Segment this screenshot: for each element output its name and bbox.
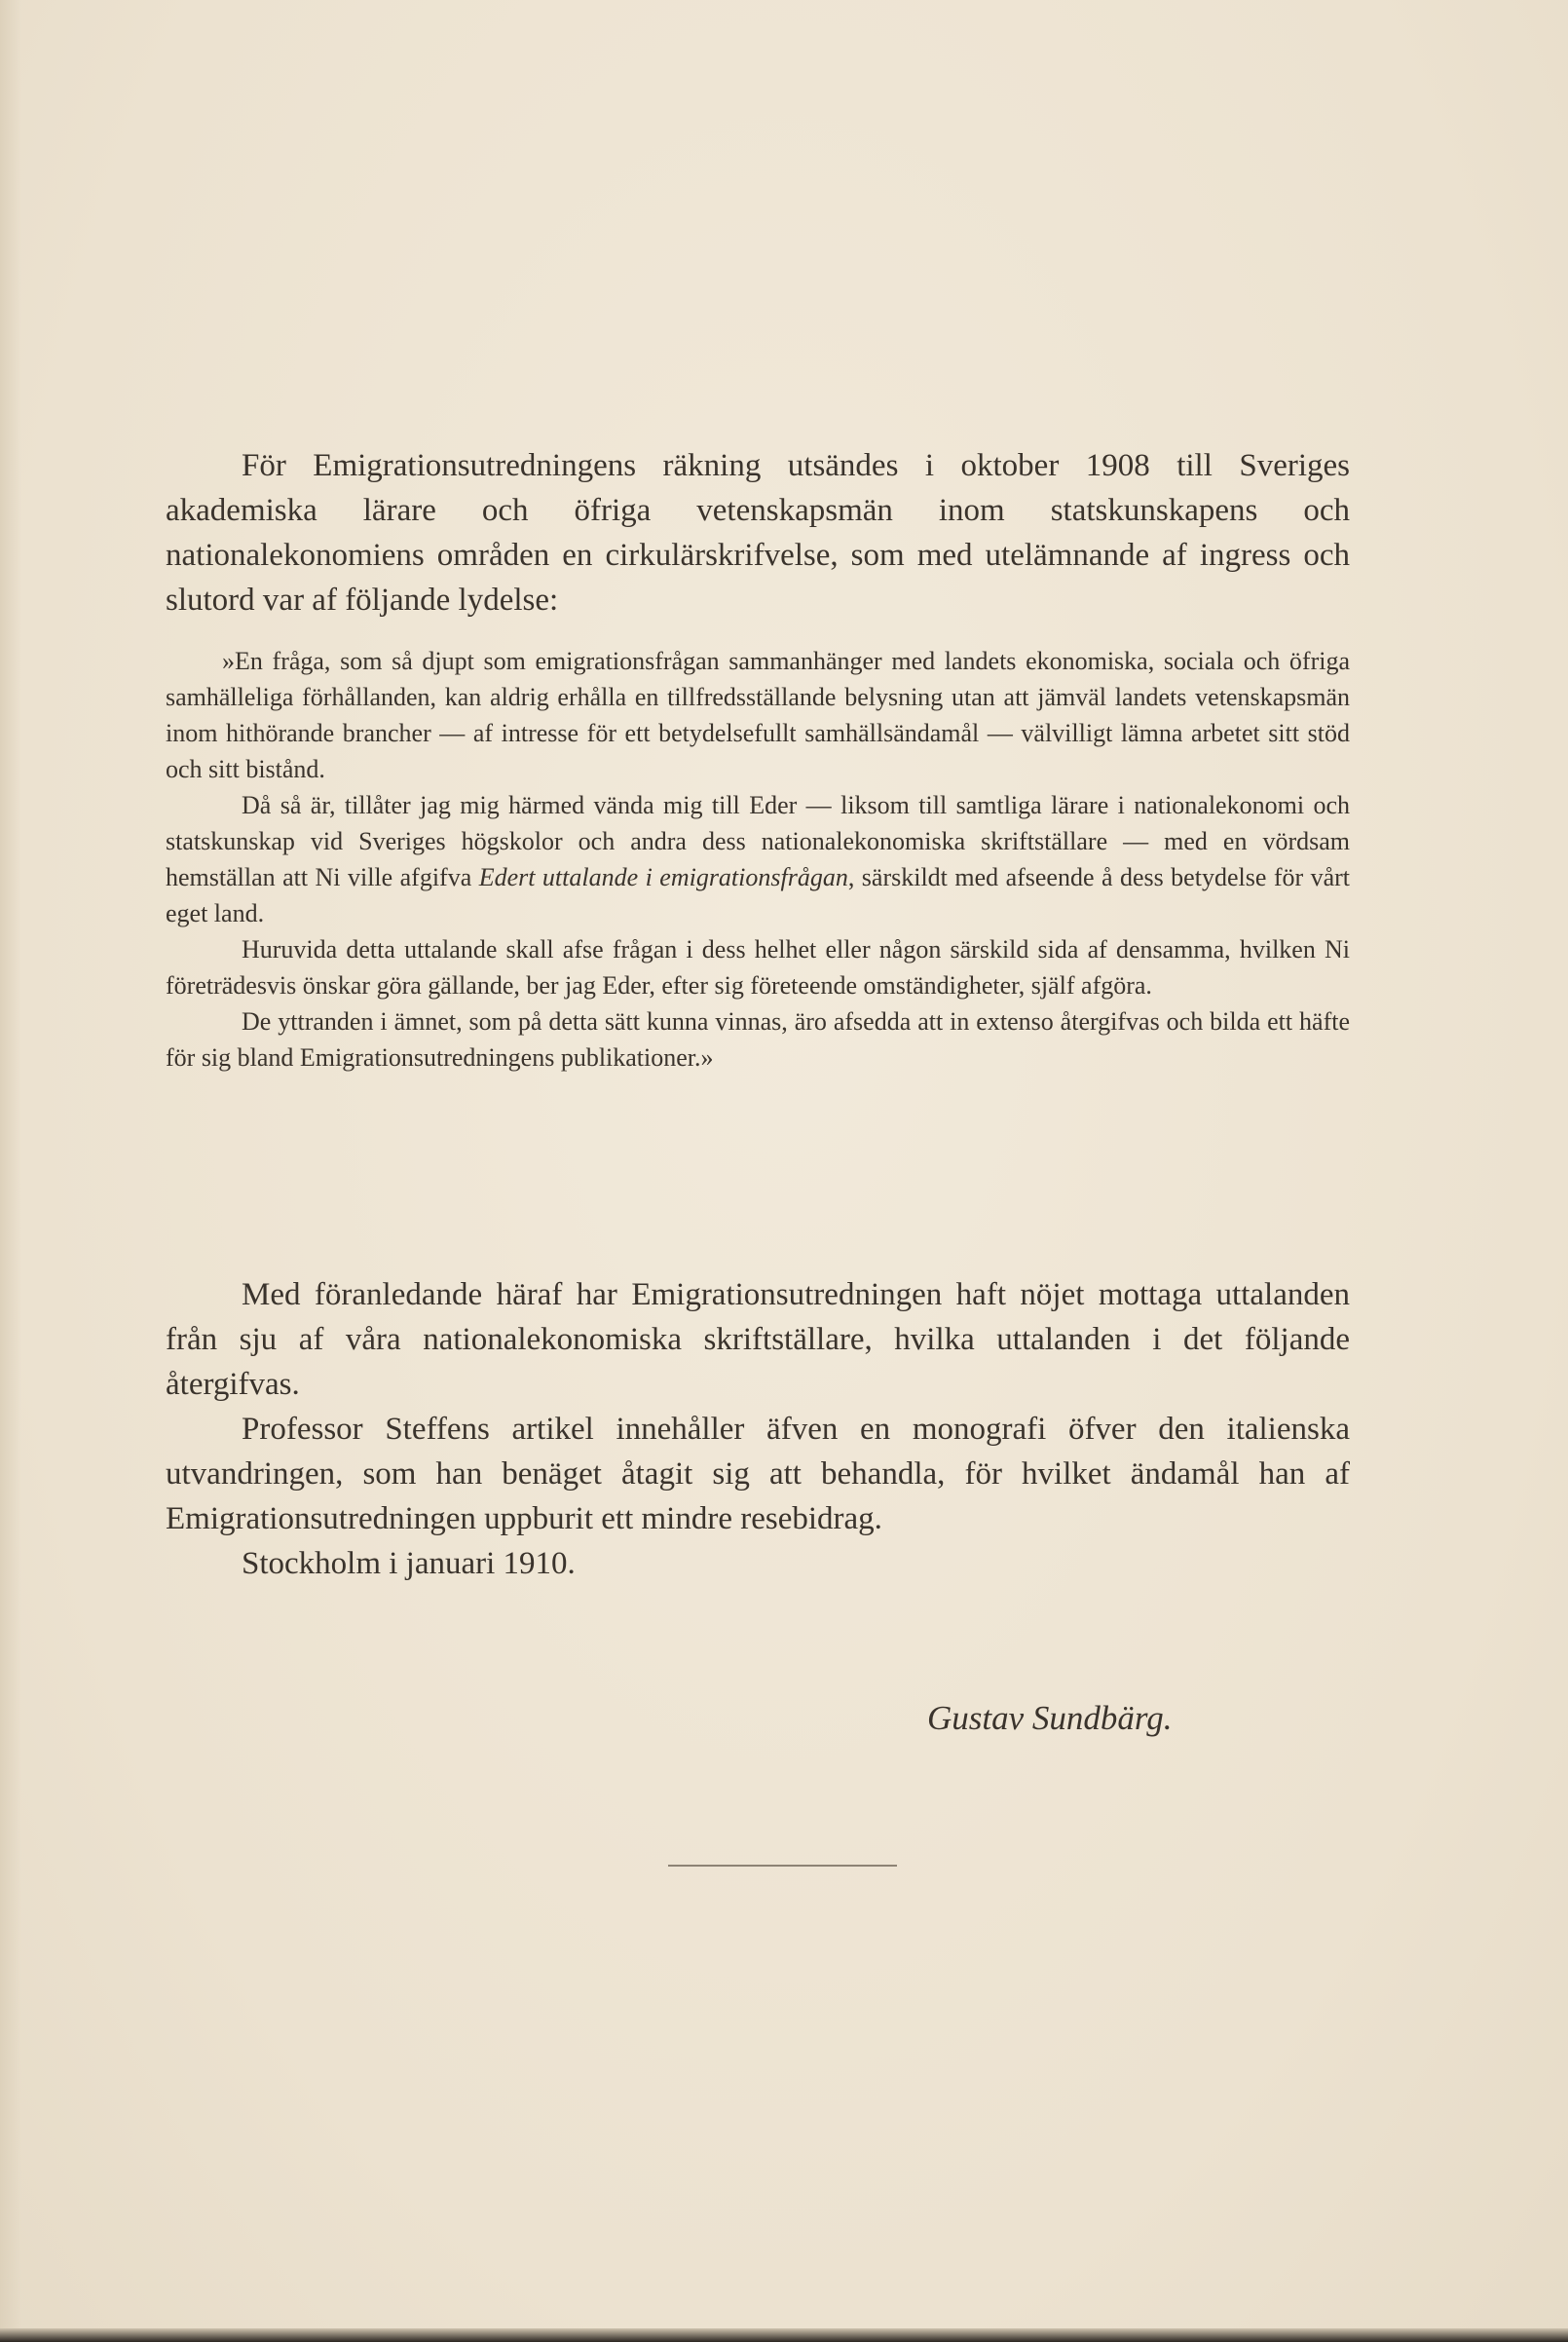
letter-paragraph-2 bbox=[166, 787, 1350, 931]
closing-rule bbox=[668, 1865, 897, 1867]
closing-section bbox=[166, 1272, 1350, 1586]
date-line: Stockholm i januari 1910. bbox=[242, 1546, 576, 1581]
letter-paragraph-3: Huruvida detta uttalande skall afse frågan i dess helhet eller någon särskild sida af densamma, hvilken Ni företrädesvis önskar göra gällande, ber jag Eder, efter sig företeende omständigheter, själf afgöra. bbox=[166, 935, 1350, 1000]
letter-paragraph-2-text-a: Då så är, tillåter jag mig härmed vända mig till Eder — liksom till samtliga lärare i nationalekonomi och statskunskap vid Sveriges högskolor och andra dess nationalekonomiska skriftställare — med en vördsam hemställan att Ni ville afgifva bbox=[166, 791, 1350, 891]
signature: Gustav Sundbärg. bbox=[927, 1699, 1173, 1737]
circular-letter-quote bbox=[166, 643, 1350, 1076]
closing-paragraph-2: Professor Steffens artikel innehåller äfven en monografi öfver den italienska utvandringen, som han benäget åtagit sig att behandla, för hvilket ändamål han af Emigrationsutredningen uppburit ett mindre resebidrag. bbox=[166, 1412, 1350, 1536]
intro-section bbox=[166, 443, 1350, 623]
closing-paragraph-1: Med föranledande häraf har Emigrationsutredningen haft nöjet mottaga uttalanden från sju af våra nationalekonomiska skriftställare, hvilka uttalanden i det följande återgifvas. bbox=[166, 1277, 1350, 1402]
page-left-edge bbox=[0, 0, 21, 2342]
page-bottom-edge bbox=[0, 2328, 1568, 2342]
letter-paragraph-2-text-b: , särskildt med afseende å dess betydelse för vårt eget land. bbox=[166, 863, 1351, 927]
letter-paragraph-2-emphasis: Edert uttalande i emigrationsfrågan bbox=[478, 863, 848, 891]
letter-paragraph-4: De yttranden i ämnet, som på detta sätt kunna vinnas, äro afsedda att in extenso återgifvas och bilda ett häfte för sig bland Emigrationsutredningens publikationer.» bbox=[166, 1007, 1350, 1072]
intro-paragraph: För Emigrationsutredningens räkning utsändes i oktober 1908 till Sveriges akademiska lärare och öfriga vetenskapsmän inom statskunskapens och nationalekonomiens områden en cirkulärskrifvelse, som med utelämnande af ingress och slutord var af följande lydelse: bbox=[166, 448, 1350, 618]
letter-paragraph-1: »En fråga, som så djupt som emigrationsfrågan sammanhänger med landets ekonomiska, sociala och öfriga samhälleliga förhållanden, kan aldrig erhålla en tillfredsställande belysning utan att jämväl landets vetenskapsmän inom hithörande brancher — af intresse för ett betydelsefullt samhällsändamål — välvilligt lämna arbetet sitt stöd och sitt bistånd. bbox=[166, 647, 1350, 783]
